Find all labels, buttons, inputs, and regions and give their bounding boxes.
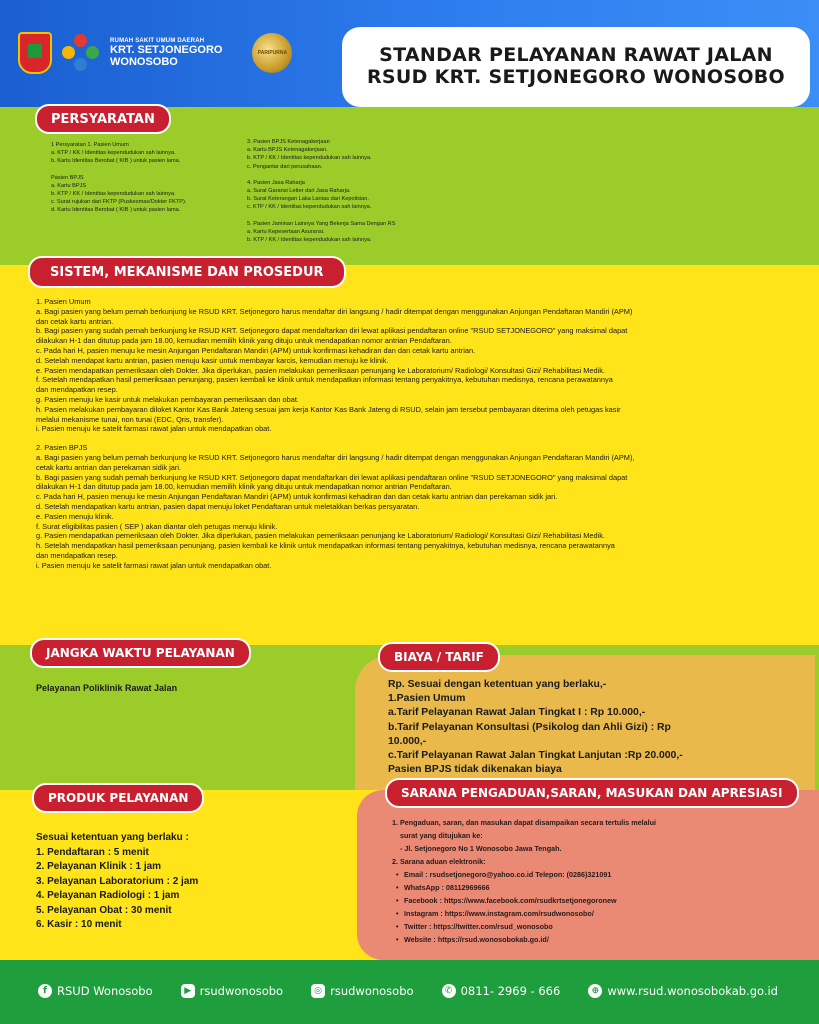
- umum-line: c. Pada hari H, pasien menuju ke mesin Anjungan Pendaftaran Mandiri (APM) untuk konfirmasi kehadiran dan dan cetak kartu antrian.: [36, 345, 476, 355]
- sistem-heading: SISTEM, MEKANISME DAN PROSEDUR: [28, 256, 346, 288]
- req-bpjs-b: b. KTP / KK / Identitas kependudukan sah lainnya.: [51, 191, 176, 198]
- footer-facebook[interactable]: [38, 984, 153, 998]
- title-line1: STANDAR PELAYANAN RAWAT JALAN: [379, 44, 773, 67]
- biaya-line: c.Tarif Pelayanan Rawat Jalan Tingkat Lanjutan :Rp 20.000,-: [388, 750, 683, 762]
- req-lain-a: a. Kartu Kepesertaan Asuransi.: [247, 228, 325, 235]
- produk-line: 4. Pelayanan Radiologi : 1 jam: [36, 890, 180, 901]
- accreditation-medal-icon: [252, 33, 292, 73]
- umum-line: dan mendapatkan resep.: [36, 385, 118, 395]
- footer-whatsapp[interactable]: [442, 984, 561, 998]
- umum-line: dan cetak kartu antrian.: [36, 316, 114, 326]
- bpjs-line: cetak kartu antrian dan perekaman sidik jari.: [36, 462, 182, 472]
- footer-whatsapp-label: 0811- 2969 - 666: [460, 984, 561, 998]
- produk-heading: PRODUK PELAYANAN: [32, 783, 204, 813]
- produk-line: 6. Kasir : 10 menit: [36, 919, 122, 930]
- umum-line: g. Pasien menuju ke kasir untuk melakukan pembayaran pemeriksaan dan obat.: [36, 394, 299, 404]
- req-jr-a: a. Surat Garansi Letter dari Jasa Raharja.: [247, 188, 351, 195]
- biaya-line: Pasien BPJS tidak dikenakan biaya: [388, 764, 562, 776]
- umum-line: e. Pasien mendapatkan pemeriksaan oleh Dokter. Jika diperlukan, pasien melakukan pemeriksaan penunjang ke Laboratorium/ Radiologi/ Konsultasi Gizi/ Rehabilitasi Medik.: [36, 365, 605, 375]
- medal-text: PARIPURNA: [257, 50, 288, 56]
- sarana-line1: 1. Pengaduan, saran, dan masukan dapat disampaikan secara tertulis melalui: [392, 818, 657, 827]
- bpjs-line: e. Pasien menuju klinik.: [36, 511, 114, 521]
- footer: [38, 984, 778, 998]
- umum-line: melalui mekanisme tunai, non tunai (EDC, Qris, transfer).: [36, 414, 224, 424]
- sarana-twitter: • Twitter : https://twitter.com/rsud_wonosobo: [392, 920, 802, 933]
- umum-line: dilakukan H-1 dan ditutup pada jam 18.00, kemudian memilih klinik yang dituju untuk mendapatkan nomor antrian Pendaftaran.: [36, 336, 452, 346]
- req-lain-title: 5. Pasien Jaminan Lainnya Yang Bekerja Sama Dengan RS: [247, 220, 396, 227]
- bpjs-line: i. Pasien menuju ke satelit farmasi rawat jalan untuk mendapatkan obat.: [36, 560, 272, 570]
- umum-line: d. Setelah mendapat kartu antrian, pasien menuju kasir untuk membayar karcis, kemudian menuju ke klinik.: [36, 355, 389, 365]
- instagram-icon: ◎: [311, 984, 325, 998]
- sarana-facebook: • Facebook : https://www.facebook.com/rsudkrtsetjonegoronew: [392, 894, 802, 907]
- umum-line: 1. Pasien Umum: [36, 297, 91, 306]
- bpjs-line: a. Bagi pasien yang belum pernah berkunjung ke RSUD KRT. Setjonegoro harus mendaftar diri langsung / hadir ditempat dengan menggunakan Anjungan Pendaftaran Mandiri (APM),: [36, 452, 635, 462]
- hospital-name: [110, 38, 222, 69]
- produk-content: [36, 831, 198, 933]
- footer-youtube-label: rsudwonosobo: [199, 984, 284, 998]
- bpjs-line: dilakukan H-1 dan ditutup pada jam 18.00, kemudian memilih klinik yang dituju untuk mendapatkan nomor antrian Pendaftaran.: [36, 482, 452, 492]
- biaya-line: Rp. Sesuai dengan ketentuan yang berlaku,-: [388, 679, 607, 690]
- bpjs-line: f. Surat eligibilitas pasien ( SEP ) akan diantar oleh petugas menuju klinik.: [36, 521, 278, 531]
- persyaratan-heading: PERSYARATAN: [35, 104, 171, 134]
- req-bpjs-d: d. Kartu Identitas Berobat ( KIB ) untuk pasien lama.: [51, 207, 181, 214]
- umum-line: h. Pasien melakukan pembayaran diloket Kantor Kas Bank Jateng sesuai jam kerja Kantor Kas Bank Jateng di RSUD, selain jam tersebut pembayaran diterima oleh petugas kasir: [36, 404, 621, 414]
- produk-line: Sesuai ketentuan yang berlaku :: [36, 832, 189, 843]
- biaya-line: 1.Pasien Umum: [388, 693, 466, 705]
- bpjs-line: b. Bagi pasien yang sudah pernah berkunjung ke RSUD KRT. Setjonegoro dapat mendaftarkan diri lewat aplikasi pendaftaran online "RSUD SETJONEGORO" yang maksimal dapat: [36, 472, 628, 482]
- produk-line: 5. Pelayanan Obat : 30 menit: [36, 904, 172, 916]
- produk-line: 3. Pelayanan Laboratorium : 2 jam: [36, 875, 199, 887]
- footer-instagram[interactable]: [311, 984, 413, 998]
- req-bpjs-title: Pasien BPJS: [51, 174, 84, 181]
- req-umum-a: a. KTP / KK / Identitas kependudukan sah lainnya.: [51, 150, 176, 157]
- whatsapp-icon: ✆: [442, 984, 456, 998]
- req-umum-title: 1 Persyaratan 1. Pasien Umum: [51, 142, 129, 148]
- biaya-line: b.Tarif Pelayanan Konsultasi (Psikolog dan Ahli Gizi) : Rp: [388, 721, 671, 733]
- footer-instagram-label: rsudwonosobo: [330, 984, 414, 998]
- produk-line: 1. Pendaftaran : 5 menit: [36, 846, 149, 858]
- umum-line: b. Bagi pasien yang sudah pernah berkunjung ke RSUD KRT. Setjonegoro dapat mendaftarkan diri lewat aplikasi pendaftaran online "RSUD SETJONEGORO" yang maksimal dapat: [36, 326, 628, 336]
- page-title: [342, 27, 810, 107]
- bpjs-line: c. Pada hari H, pasien menuju ke mesin Anjungan Pendaftaran Mandiri (APM) untuk konfirmasi kehadiran dan dan cetak kartu antrian dan perekaman sidik jari.: [36, 492, 558, 502]
- req-lain-b: b. KTP / KK / Identitas kependudukan sah lainnya.: [247, 237, 372, 244]
- sarana-line4: 2. Sarana aduan elektronik:: [392, 857, 486, 866]
- umum-line: a. Bagi pasien yang belum pernah berkunjung ke RSUD KRT. Setjonegoro harus mendaftar diri langsung / hadir ditempat dengan menggunakan Anjungan Pendaftaran Mandiri (APM): [36, 306, 633, 316]
- req-umum-b: b. Kartu Identitas Berobat ( KIB ) untuk pasien lama.: [51, 158, 181, 165]
- req-jr-b: b. Surat Keterangan Laka Lantas dari Kepolisian.: [247, 196, 369, 203]
- globe-icon: ⊕: [588, 984, 602, 998]
- produk-line: 2. Pelayanan Klinik : 1 jam: [36, 861, 162, 872]
- jangka-heading: JANGKA WAKTU PELAYANAN: [30, 638, 251, 668]
- sarana-whatsapp: • WhatsApp : 08112969666: [392, 881, 802, 894]
- sarana-address: - Jl. Setjonegoro No 1 Wonosobo Jawa Tengah.: [400, 844, 562, 853]
- sarana-heading: SARANA PENGADUAN,SARAN, MASUKAN DAN APRESIASI: [385, 778, 799, 808]
- sarana-content: [392, 816, 802, 946]
- sarana-website: • Website : https://rsud.wonosobokab.go.id/: [392, 933, 802, 946]
- jangka-text: Pelayanan Poliklinik Rawat Jalan: [36, 683, 178, 693]
- persyaratan-right-column: [247, 138, 457, 244]
- req-bpjs-c: c. Surat rujukan dari FKTP (Puskesmas/Dokter FKTP).: [51, 199, 187, 206]
- footer-website[interactable]: [588, 984, 778, 998]
- biaya-line: a.Tarif Pelayanan Rawat Jalan Tingkat I : Rp 10.000,-: [388, 707, 646, 719]
- umum-line: f. Setelah mendapatkan hasil pemeriksaan penunjang, pasien kembali ke klinik untuk mendapatkan informasi tentang penyakitnya, kebutuhan medisnya, rencana perawatannya: [36, 375, 613, 385]
- bpjs-line: d. Setelah mendapatkan kartu antrian, pasien dapat menuju loket Pendaftaran untuk meletakkan berkas persyaratan.: [36, 501, 420, 511]
- hospital-subtitle: RUMAH SAKIT UMUM DAERAH: [110, 37, 205, 44]
- umum-line: i. Pasien menuju ke satelit farmasi rawat jalan untuk mendapatkan obat.: [36, 424, 272, 434]
- sarana-line2: surat yang ditujukan ke:: [400, 831, 483, 840]
- req-tk-c: c. Pengantar dari perusahaan.: [247, 163, 323, 170]
- persyaratan-left-column: [51, 141, 241, 215]
- hospital-name-line2: WONOSOBO: [110, 56, 178, 69]
- hospital-cross-logo-icon: [62, 34, 100, 72]
- req-tk-a: a. Kartu BPJS Ketenagakerjaan.: [247, 147, 328, 154]
- sistem-content: [36, 297, 794, 571]
- facebook-icon: f: [38, 984, 52, 998]
- bpjs-line: g. Pasien mendapatkan pemeriksaan oleh Dokter. Jika diperlukan, pasien melakukan pemeriksaan penunjang ke Laboratorium/ Radiologi/ Konsultasi Gizi/ Rehabilitasi Medik.: [36, 531, 605, 541]
- biaya-line: 10.000,-: [388, 735, 427, 747]
- sarana-email: • Email : rsudsetjonegoro@yahoo.co.id Telepon: (0286)321091: [392, 868, 802, 881]
- req-tk-b: b. KTP / KK / Identitas kependudukan sah lainnya.: [247, 155, 372, 162]
- biaya-heading: BIAYA / TARIF: [378, 642, 500, 672]
- footer-facebook-label: RSUD Wonosobo: [57, 984, 153, 998]
- bpjs-line: dan mendapatkan resep.: [36, 550, 118, 560]
- req-bpjs-a: a. Kartu BPJS: [51, 182, 87, 189]
- sarana-instagram: • Instagram : https://www.instagram.com/rsudwonosobo/: [392, 907, 802, 920]
- biaya-content: [388, 678, 718, 777]
- req-tk-title: 3. Pasien BPJS Ketenagakerjaan: [247, 139, 330, 145]
- title-line2: RSUD KRT. SETJONEGORO WONOSOBO: [366, 66, 786, 88]
- footer-website-label: www.rsud.wonosobokab.go.id: [607, 984, 778, 998]
- hospital-name-line1: KRT. SETJONEGORO: [110, 44, 223, 57]
- youtube-icon: ▶: [181, 984, 195, 998]
- bpjs-line: h. Setelah mendapatkan hasil pemeriksaan penunjang, pasien kembali ke klinik untuk mendapatkan informasi tentang penyakitnya, kebutuhan medisnya, rencana perawatannya: [36, 541, 615, 551]
- bpjs-line: 2. Pasien BPJS: [36, 443, 88, 453]
- footer-youtube[interactable]: [181, 984, 283, 998]
- req-jr-title: 4. Pasien Jasa Raharja: [247, 179, 305, 186]
- regency-crest-icon: [18, 32, 52, 74]
- req-jr-c: c. KTP / KK / Identitas kependudukan sah lainnya.: [247, 204, 372, 211]
- header-logos: [18, 28, 292, 78]
